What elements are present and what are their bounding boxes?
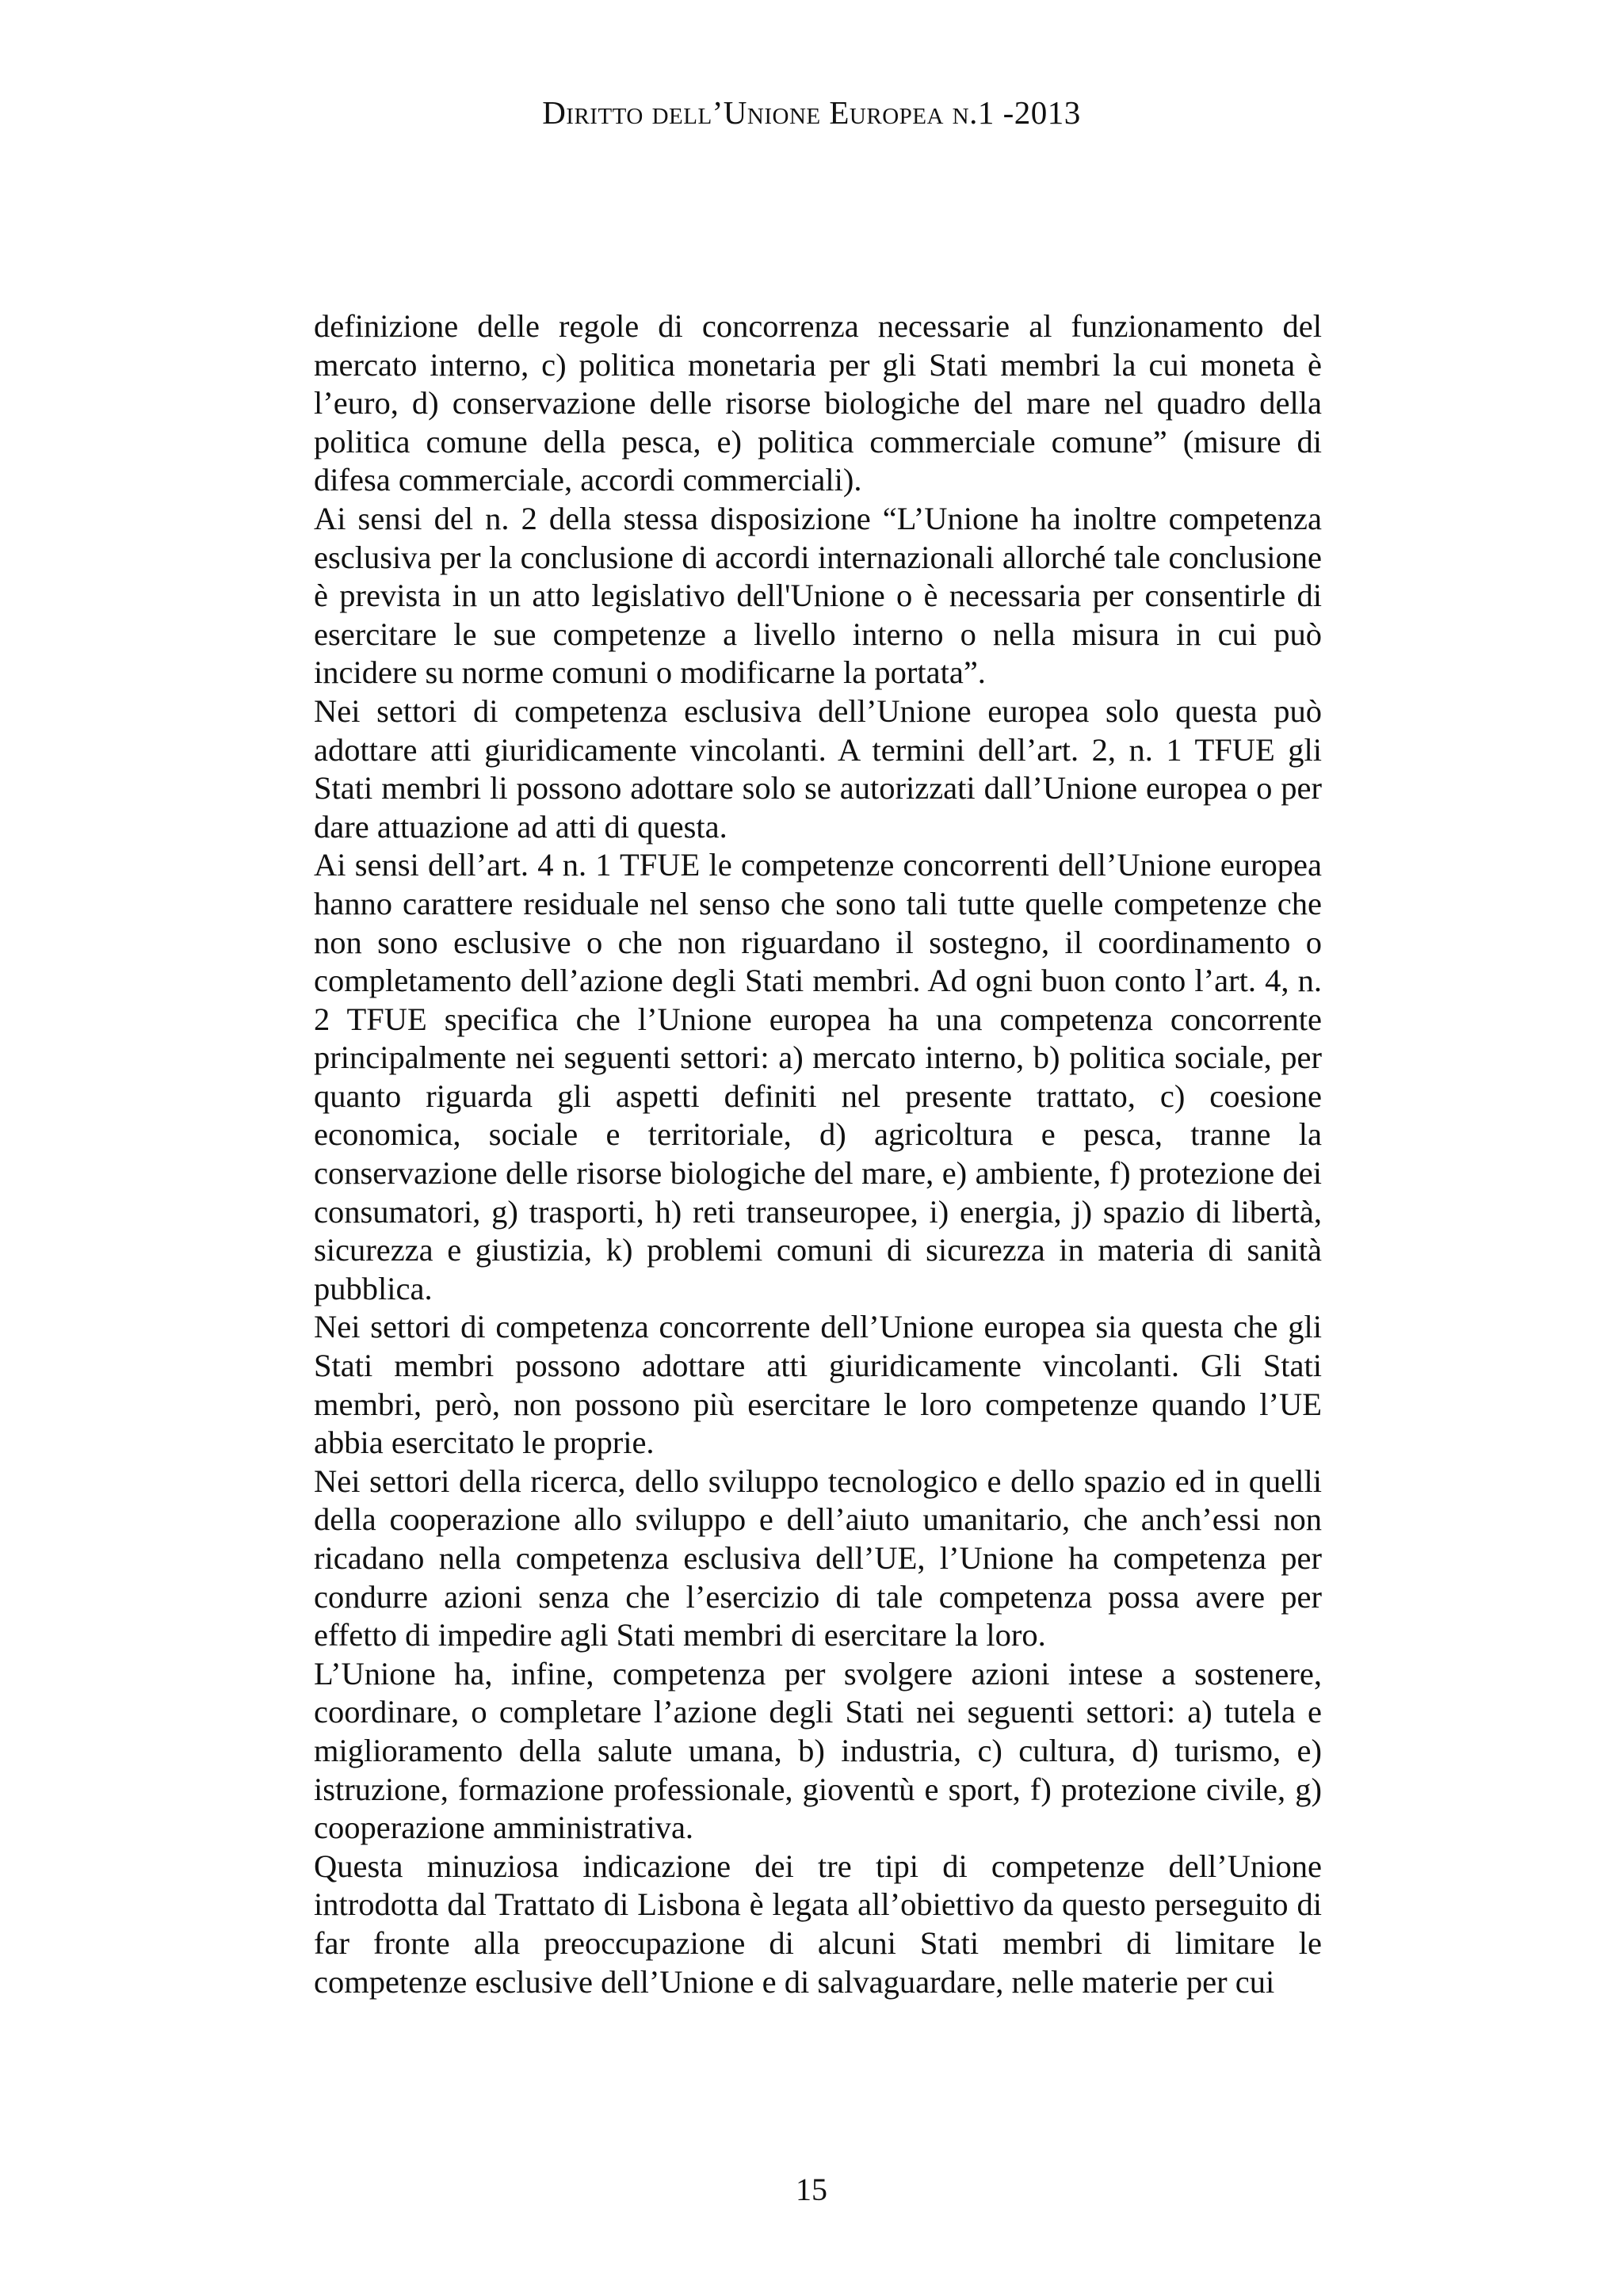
paragraph: Nei settori di competenza concorrente dell’Unione europea sia questa che gli Stati membri possono adottare atti giuridicamente vincolanti. Gli Stati membri, però, non possono più esercitare le loro competenze quando l’UE abbia esercitato le proprie.	[314, 1309, 1322, 1461]
paragraph: L’Unione ha, infine, competenza per svolgere azioni intese a sostenere, coordinare, o completare l’azione degli Stati nei seguenti settori: a) tutela e miglioramento della salute umana, b) industria, c) cultura, d) turismo, e) istruzione, formazione professionale, gioventù e sport, f) protezione civile, g) cooperazione amministrativa.	[314, 1655, 1322, 1846]
paragraph: definizione delle regole di concorrenza necessarie al funzionamento del mercato interno, c) politica monetaria per gli Stati membri la cui moneta è l’euro, d) conservazione delle risorse biologiche del mare nel quadro della politica comune della pesca, e) politica commerciale comune” (misure di difesa commerciale, accordi commerciali).	[314, 308, 1322, 498]
paragraph: Questa minuziosa indicazione dei tre tipi di competenze dell’Unione introdotta dal Trattato di Lisbona è legata all’obiettivo da questo perseguito di far fronte alla preoccupazione di alcuni Stati membri di limitare le competenze esclusive dell’Unione e di salvaguardare, nelle materie per cui	[314, 1848, 1322, 2000]
page-number: 15	[796, 2172, 827, 2207]
paragraph: Nei settori della ricerca, dello sviluppo tecnologico e dello spazio ed in quelli della cooperazione allo sviluppo e dell’aiuto umanitario, che anch’essi non ricadano nella competenza esclusiva dell’UE, l’Unione ha competenza per condurre azioni senza che l’esercizio di tale competenza possa avere per effetto di impedire agli Stati membri di esercitare la loro.	[314, 1463, 1322, 1653]
paragraph: Ai sensi dell’art. 4 n. 1 TFUE le competenze concorrenti dell’Unione europea hanno carattere residuale nel senso che sono tali tutte quelle competenze che non sono esclusive o che non riguardano il sostegno, il coordinamento o completamento dell’azione degli Stati membri. Ad ogni buon conto l’art. 4, n. 2 TFUE specifica che l’Unione europea ha una competenza concorrente principalmente nei seguenti settori: a) mercato interno, b) politica sociale, per quanto riguarda gli aspetti definiti nel presente trattato, c) coesione economica, sociale e territoriale, d) agricoltura e pesca, tranne la conservazione delle risorse biologiche del mare, e) ambiente, f) protezione dei consumatori, g) trasporti, h) reti transeuropee, i) energia, j) spazio di libertà, sicurezza e giustizia, k) problemi comuni di sicurezza in materia di sanità pubblica.	[314, 847, 1322, 1306]
body-text	[314, 307, 1322, 2001]
paragraph: Ai sensi del n. 2 della stessa disposizione “L’Unione ha inoltre competenza esclusiva per la conclusione di accordi internazionali allorché tale conclusione è prevista in un atto legislativo dell'Unione o è necessaria per consentirle di esercitare le sue competenze a livello interno o nella misura in cui può incidere su norme comuni o modificarne la portata”.	[314, 500, 1322, 691]
running-header: Diritto dell’Unione Europea n.1 -2013	[542, 94, 1081, 131]
paragraph: Nei settori di competenza esclusiva dell’Unione europea solo questa può adottare atti giuridicamente vincolanti. A termini dell’art. 2, n. 1 TFUE gli Stati membri li possono adottare solo se autorizzati dall’Unione europea o per dare attuazione ad atti di questa.	[314, 692, 1322, 845]
